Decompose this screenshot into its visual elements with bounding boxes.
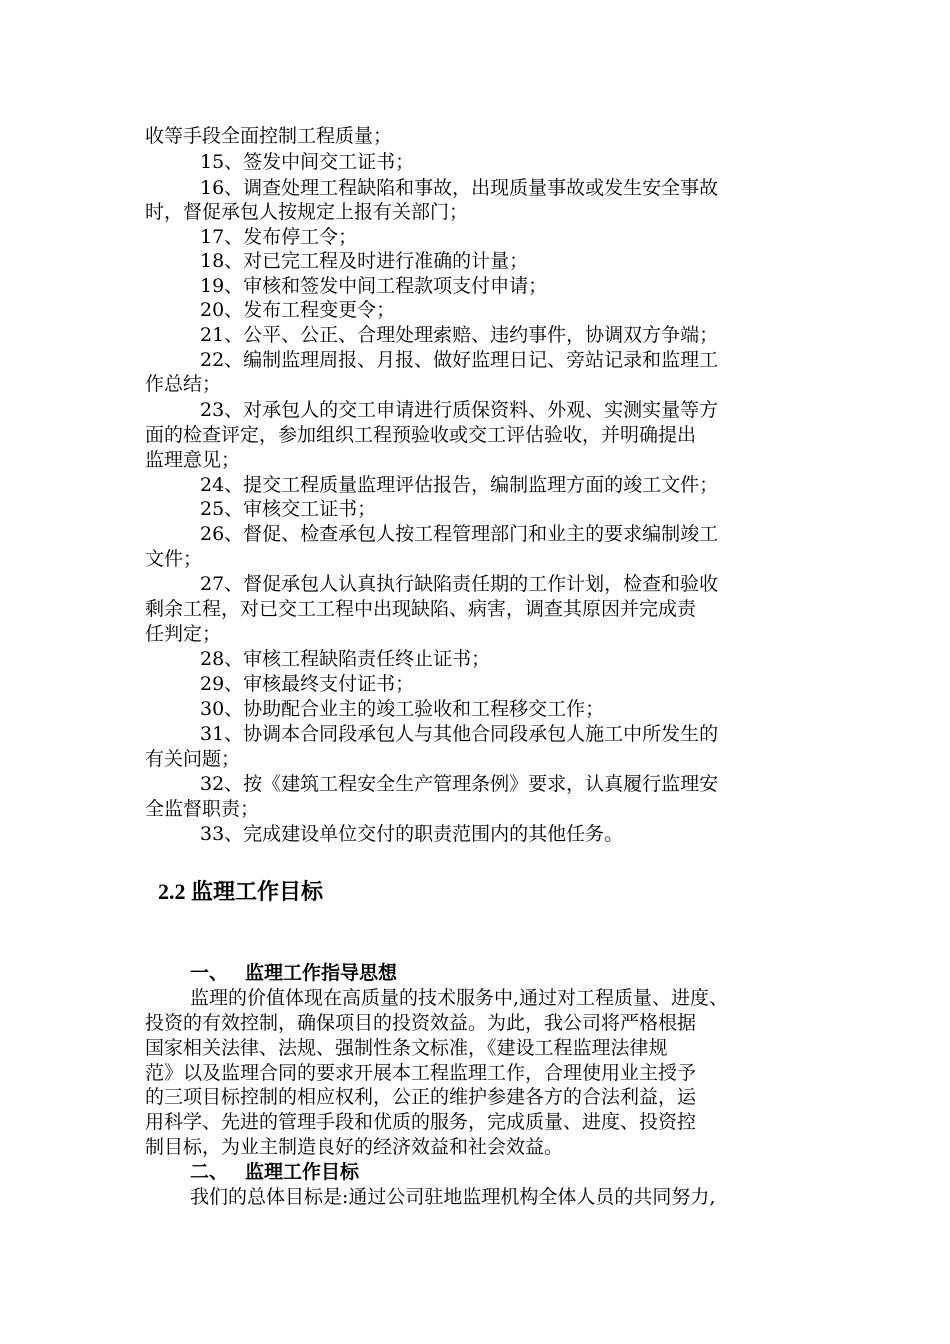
- paragraph-line: 用科学、先进的管理手段和优质的服务，完成质量、进度、投资控: [145, 1111, 697, 1133]
- paragraph-line: 的三项目标控制的相应权利，公正的维护参建各方的合法利益，运: [145, 1086, 697, 1108]
- list-item: 30、协助配合业主的竣工验收和工程移交工作；: [200, 698, 605, 720]
- paragraph-line: 监理的价值体现在高质量的技术服务中,通过对工程质量、进度、: [190, 987, 729, 1009]
- list-item: 任判定；: [145, 623, 222, 645]
- list-item: 有关问题；: [145, 748, 241, 770]
- paragraph-line: 我们的总体目标是:通过公司驻地监理机构全体人员的共同努力,: [190, 1186, 716, 1208]
- list-item: 时，督促承包人按规定上报有关部门；: [145, 201, 469, 223]
- list-item: 16、调查处理工程缺陷和事故，出现质量事故或发生安全事故: [200, 177, 719, 199]
- list-item: 收等手段全面控制工程质量；: [145, 125, 393, 147]
- list-item: 31、协调本合同段承包人与其他合同段承包人施工中所发生的: [200, 723, 719, 745]
- list-item: 17、发布停工令；: [200, 226, 358, 248]
- subsection-number: 一、: [190, 962, 229, 984]
- list-item: 28、审核工程缺陷责任终止证书；: [200, 648, 491, 670]
- subsection-heading-2: [190, 1160, 359, 1184]
- list-item: 19、审核和签发中间工程款项支付申请；: [200, 275, 548, 297]
- list-item: 18、对已完工程及时进行准确的计量；: [200, 250, 529, 272]
- subsection-number: 二、: [190, 1161, 229, 1183]
- list-item: 文件；: [145, 548, 203, 570]
- list-item: 面的检查评定，参加组织工程预验收或交工评估验收，并明确提出: [145, 424, 697, 446]
- list-item: 监理意见；: [145, 449, 241, 471]
- list-item: 29、审核最终支付证书；: [200, 673, 415, 695]
- subsection-title: 监理工作目标: [245, 1161, 360, 1183]
- list-item: 剩余工程，对已交工工程中出现缺陷、病害，调查其原因并完成责: [145, 598, 697, 620]
- list-item: 33、完成建设单位交付的职责范围内的其他任务。: [200, 823, 624, 845]
- paragraph-line: 制目标，为业主制造良好的经济效益和社会效益。: [145, 1136, 564, 1158]
- list-item: 作总结；: [145, 373, 222, 395]
- list-item: 26、督促、检查承包人按工程管理部门和业主的要求编制竣工: [200, 523, 719, 545]
- list-item: 15、签发中间交工证书；: [200, 151, 415, 173]
- list-item: 20、发布工程变更令；: [200, 299, 396, 321]
- list-item: 24、提交工程质量监理评估报告，编制监理方面的竣工文件；: [200, 474, 719, 496]
- list-item: 25、审核交工证书；: [200, 498, 377, 520]
- list-item: 32、按《建筑工程安全生产管理条例》要求，认真履行监理安: [200, 773, 719, 795]
- section-heading: 2.2 监理工作目标: [158, 879, 324, 904]
- list-item: 21、公平、公正、合理处理索赔、违约事件，协调双方争端；: [200, 324, 719, 346]
- list-item: 23、对承包人的交工申请进行质保资料、外观、实测实量等方: [200, 399, 719, 421]
- paragraph-line: 投资的有效控制，确保项目的投资效益。为此，我公司将严格根据: [145, 1012, 697, 1034]
- list-item: 22、编制监理周报、月报、做好监理日记、旁站记录和监理工: [200, 349, 719, 371]
- paragraph-line: 国家相关法律、法规、强制性条文标准，《建设工程监理法律规: [145, 1037, 668, 1059]
- list-item: 全监督职责；: [145, 798, 260, 820]
- list-item: 27、督促承包人认真执行缺陷责任期的工作计划，检查和验收: [200, 573, 719, 595]
- subsection-heading-1: [190, 961, 397, 985]
- subsection-title: 监理工作指导思想: [245, 962, 398, 984]
- paragraph-line: 范》以及监理合同的要求开展本工程监理工作，合理使用业主授予: [145, 1062, 697, 1084]
